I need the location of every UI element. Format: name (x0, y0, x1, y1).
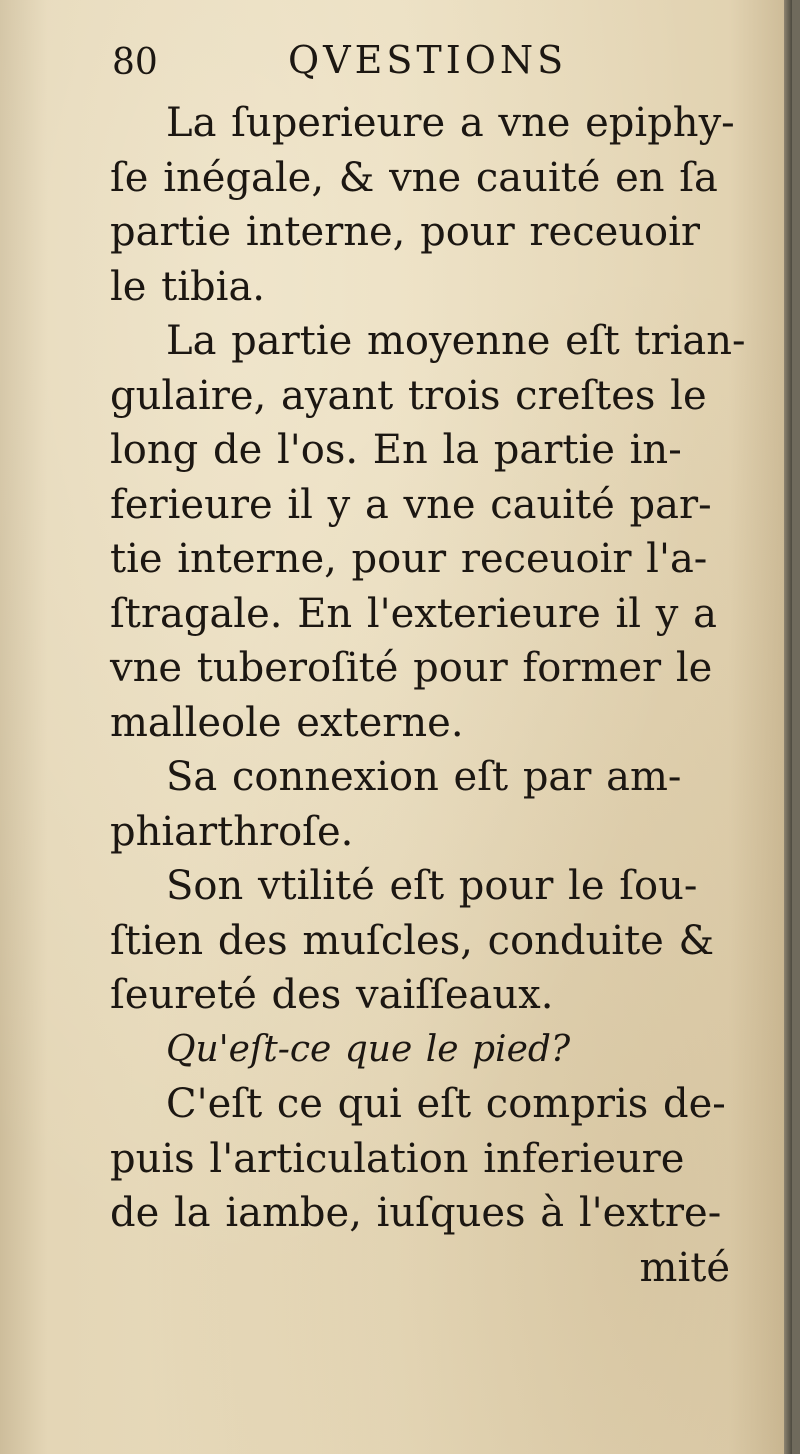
text-line: partie interne, pour receuoir (110, 209, 701, 255)
text-line: La partie moyenne eſt trian- (166, 318, 746, 364)
text-line: Son vtilité eſt pour le ſou- (166, 863, 698, 909)
text-line: ſtragale. En l'exterieure il y a (110, 590, 717, 637)
text-line: gulaire, ayant trois creſtes le (110, 372, 707, 419)
text-line: le tibia. (110, 263, 266, 310)
text-line: malleole externe. (110, 699, 464, 746)
text-line: phiarthroſe. (110, 808, 354, 855)
page-header (112, 34, 672, 94)
text-line: La ſuperieure a vne epiphy- (166, 100, 735, 146)
running-title: QVESTIONS (288, 38, 568, 82)
body-text (110, 96, 746, 1295)
page-edge (784, 0, 792, 1454)
page-number: 80 (112, 42, 158, 83)
text-line: ferieure il y a vne cauité par- (110, 481, 712, 528)
text-line: C'eſt ce qui eſt compris de- (166, 1081, 726, 1127)
text-line: puis l'articulation inferieure (110, 1135, 685, 1182)
text-line: de la iambe, iuſques à l'extre- (110, 1190, 722, 1236)
text-line: long de l'os. En la partie in- (110, 427, 682, 473)
text-line: vne tuberoſité pour former le (110, 645, 713, 691)
text-line: Sa connexion eſt par am- (166, 754, 682, 800)
text-line: tie interne, pour receuoir l'a- (110, 536, 708, 582)
text-line: ſeureté des vaiſſeaux. (110, 972, 554, 1018)
section-question: Qu'eſt-ce que le pied? (166, 1028, 571, 1070)
text-line: ſtien des muſcles, conduite & (110, 917, 715, 964)
text-line: ſe inégale, & vne cauité en ſa (110, 154, 718, 201)
text-line: mité (639, 1244, 730, 1291)
